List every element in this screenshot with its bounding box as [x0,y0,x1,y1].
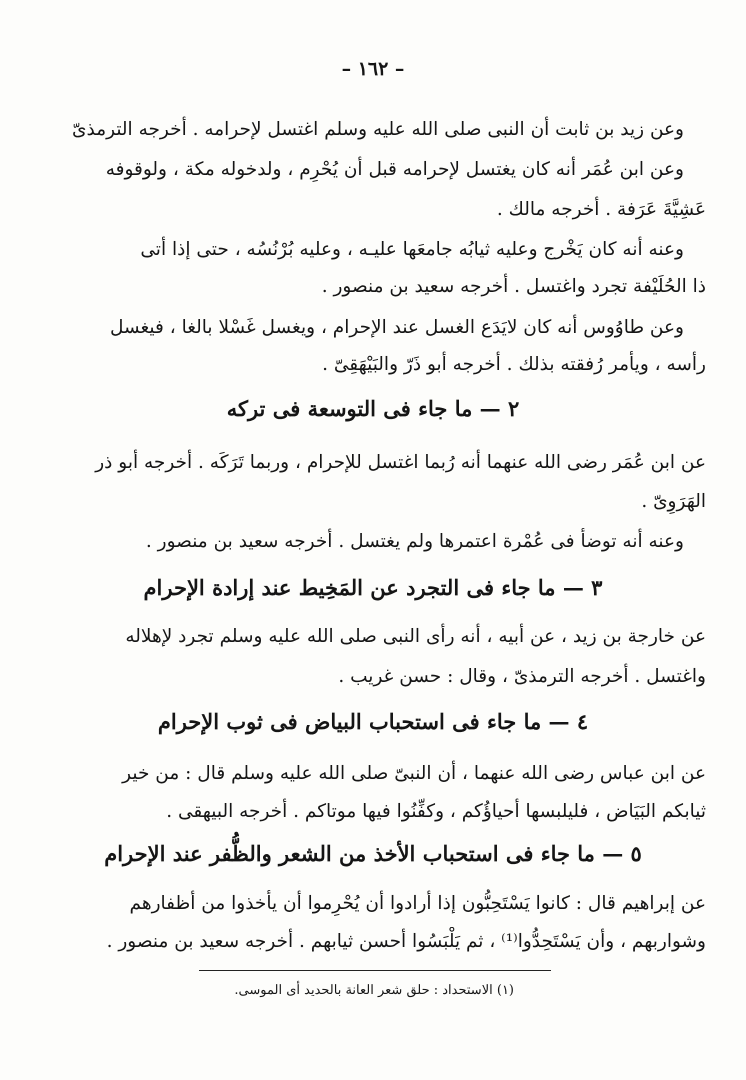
text-line: ذا الحُلَيْفة تجرد واغتسل . أخرجه سعيد بن منصور . [321,276,706,297]
text-line: عَشِيَّةَ عَرَفة . أخرجه مالك . [496,199,706,220]
text-line: وعن ابن عُمَر أنه كان يغتسل لإحرامه قبل أن يُحْرِم ، ولدخوله مكة ، ولوقوفه [105,159,684,180]
text-line: عن ابن عباس رضى الله عنهما ، أن النبىّ صلى الله عليه وسلم قال : من خير [122,763,706,784]
footnote-divider [199,970,551,971]
text-line: عن إبراهيم قال : كانوا يَسْتَحِبُّون إذا أرادوا أن يُحْرِموا أن يأخذوا من أظفارهم [129,893,706,914]
text-line: وعنه أنه توضأ فى عُمْرة اعتمرها ولم يغتسل . أخرجه سعيد بن منصور . [145,531,684,552]
text-line: الهَرَوِىّ . [641,491,706,512]
text-line: وعن زيد بن ثابت أن النبى صلى الله عليه وسلم اغتسل لإحرامه . أخرجه الترمذىّ [72,119,684,140]
section-heading: ٥ — ما جاء فى استحباب الأخذ من الشعر والظُّفر عند الإحرام [104,841,642,866]
text-line: واغتسل . أخرجه الترمذىّ ، وقال : حسن غريب . [338,666,706,687]
text-line: عن خارجة بن زيد ، عن أبيه ، أنه رأى النبى صلى الله عليه وسلم تجرد لإهلاله [125,626,706,647]
text-line: وعنه أنه كان يَخْرج وعليه ثيابُه جامعَها عليـه ، وعليه بُرْنُسُه ، حتى إذا أتى [140,239,684,260]
page-number: – ١٦٢ – [341,58,405,80]
text-line: ثيابكم البَيَاض ، فليلبسها أحياؤُكم ، وكفِّنُوا فيها موتاكم . أخرجه البيهقى . [166,801,706,822]
text-line: وعن طاوُوس أنه كان لايَدَع الغسل عند الإحرام ، ويغسل غَسْلا بالغا ، فيغسل [109,317,684,338]
section-heading: ٣ — ما جاء فى التجرد عن المَخِيط عند إرادة الإحرام [143,575,603,600]
section-heading: ٢ — ما جاء فى التوسعة فى تركه [226,396,520,421]
text-line: وشواربهم ، وأن يَسْتَحِدُّوا⁽¹⁾ ، ثم يَلْبَسُوا أحسن ثيابهم . أخرجه سعيد بن منصور . [106,931,706,952]
footnote: (١) الاستحداد : حلق شعر العانة بالحديد أى الموسى. [234,983,514,998]
section-heading: ٤ — ما جاء فى استحباب البياض فى ثوب الإحرام [157,709,589,734]
text-line: رأسه ، ويأمر رُفقته بذلك . أخرجه أبو ذَرّ والبَيْهَقِىّ . [322,354,706,375]
text-line: عن ابن عُمَر رضى الله عنهما أنه رُبما اغتسل للإحرام ، وربما تَرَكَه . أخرجه أبو ذر [95,452,706,473]
